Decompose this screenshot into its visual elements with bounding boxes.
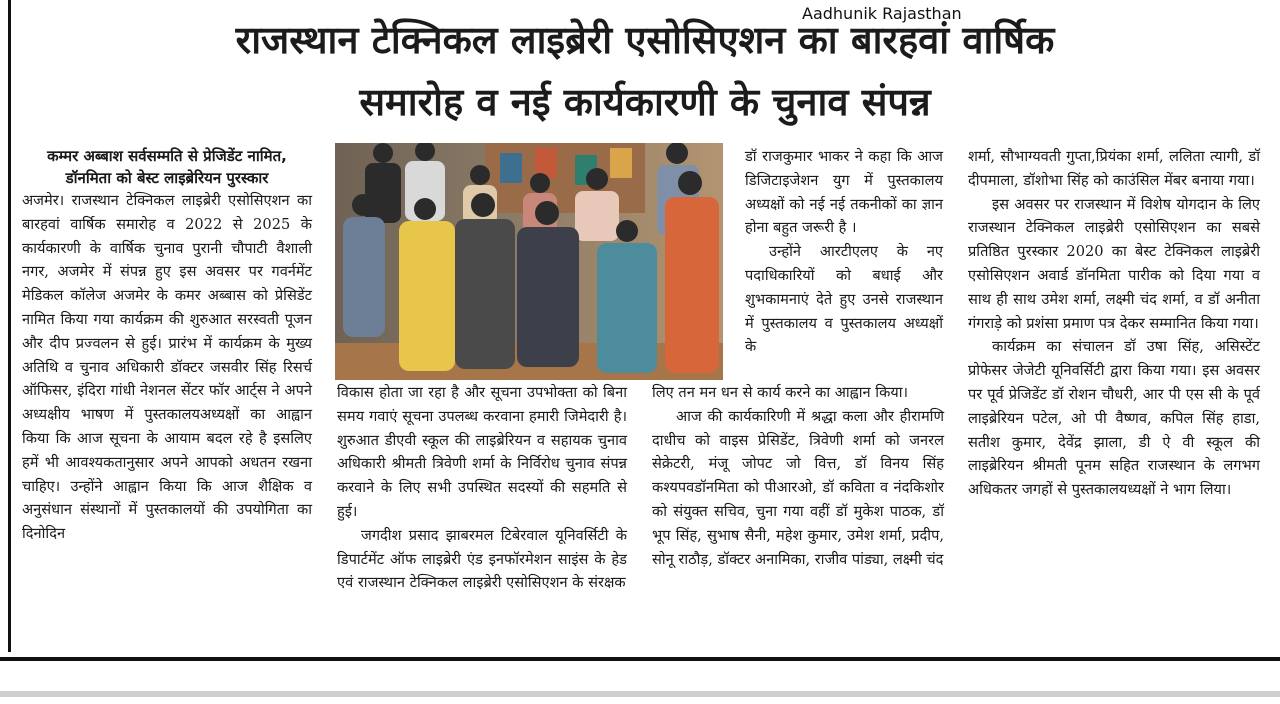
column-4-paragraph-2: इस अवसर पर राजस्थान में विशेष योगदान के लिए राजस्थान टेक्निकल लाइब्रेरी एसोसिएशन का सबसे प्रतिष्ठित पुरस्कार 2020 का बेस्ट टेक्निकल लाइब्रेरी एसोसिएशन अवार्ड डॉनमिता पारीक को दिया गया व साथ ही साथ उमेश शर्मा, लक्ष्मी चंद शर्मा, व डॉ अनीता गंगराड़े को प्रशंसा प्रमाण पत्र देकर सम्मानित किया गया। — [968, 195, 1260, 332]
column-3-paragraph-2: उन्होंने आरटीएलए के नए पदाधिकारियों को बधाई और शुभकामनाएं देते हुए उनसे राजस्थान में पुस्तकालय व पुस्तकालय अध्यक्षों के — [745, 243, 943, 356]
article-column-2 — [337, 381, 627, 595]
group-photo-image — [335, 143, 723, 380]
article-column-3-upper — [745, 145, 943, 359]
article-column-4 — [968, 145, 1260, 502]
subheading: कम्मर अब्बाश सर्वसम्मति से प्रेजिडेंट नामित, डॉनमिता को बेस्ट लाइब्रेरियन पुरस्कार — [47, 147, 287, 187]
column-rule-left — [8, 0, 11, 652]
column-4-paragraph-1: शर्मा, सौभाग्यवती गुप्ता,प्रियंका शर्मा, ललिता त्यागी, डॉ दीपमाला, डॉशोभा सिंह को काउंसिल मेंबर बनाया गया। — [968, 148, 1260, 189]
column-3-paragraph-2-continued: लिए तन मन धन से कार्य करने का आह्वान किया। — [652, 384, 909, 401]
headline-line-2: समारोह व नई कार्यकारणी के चुनाव संपन्न — [359, 80, 931, 124]
column-2-paragraph-2: जगदीश प्रसाद झाबरमल टिबेरवाल यूनिवर्सिटी के डिपार्टमेंट ऑफ लाइब्रेरी एंड इनफॉरमेशन साइंस के हेड एवं राजस्थान टेक्निकल लाइब्रेरी एसोसिएशन के संरक्षक — [337, 526, 627, 592]
column-2-paragraph-1: विकास होता जा रहा है और सूचना उपभोक्ता को बिना समय गवाएं सूचना उपलब्ध करवाना हमारी जिमेदारी है। शुरुआत डीएवी स्कूल की लाइब्रेरियन व सहायक चुनाव अधिकारी श्रीमती त्रिवेणी शर्मा के निर्विरोध चुनाव संपन्न करवाने के लिए सभी उपस्थित सदस्यों की सहमति से हुई। — [337, 384, 627, 520]
event-photo — [335, 143, 723, 380]
headline-line-1: राजस्थान टेक्निकल लाइब्रेरी एसोसिएशन का बारहवां वार्षिक — [235, 18, 1055, 62]
bottom-rule — [0, 657, 1280, 661]
bottom-gray-band — [0, 691, 1280, 697]
article-column-1 — [22, 145, 312, 546]
column-3-paragraph-3: आज की कार्यकारिणी में श्रद्धा कला और हीरामणि दाधीच को वाइस प्रेसिडेंट, त्रिवेणी शर्मा को जनरल सेक्रेटरी, मंजू जोपट जो वित्त, डॉ विनय सिंह कश्यपवडॉनमिता को पीआरओ, डॉ कविता व नंदकिशोर को संयुक्त सचिव, चुना गया वहीं डॉ मुकेश पाठक, डॉ भूप सिंह, सुभाष सैनी, महेश कुमार, उमेश शर्मा, प्रदीप, सोनू राठौड़, डॉक्टर अनामिका, राजीव पांड्या, लक्ष्मी चंद — [652, 407, 944, 568]
column-4-paragraph-3: कार्यक्रम का संचालन डॉ उषा सिंह, असिस्टेंट प्रोफेसर जेजेटी यूनिवर्सिटी द्वारा किया गया। इस अवसर पर पूर्व प्रेजिडेंट डॉ रोशन चौधरी, आर पी एस सी के पूर्व लाइब्रेरियन पटेल, ओ पी वैष्णव, कपिल सिंह हाडा, सतीश कुमार, देवेंद्र झाला, डी ऐ वी स्कूल की लाइब्रेरियन श्रीमती पूनम सहित राजस्थान के लगभग अधिकतर जगहों से पुस्तकालयध्यक्षों ने भाग लिया। — [968, 338, 1260, 499]
source-label: Aadhunik Rajasthan — [802, 4, 962, 23]
column-1-body: अजमेर। राजस्थान टेक्निकल लाइब्रेरी एसोसिएशन का बारहवां वार्षिक समारोह व 2022 से 2025 के कार्यकारणी के वार्षिक चुनाव पुरानी चौपाटी वैशाली नगर, अजमेर में संपन्न हुए इस अवसर पर गवर्नमेंट मेडिकल कॉलेज अजमेर के कमर अब्बास को प्रेसिडेंट नामित किया गया कार्यक्रम की शुरुआत सरस्वती पूजन और दीप प्रज्वलन से हुई। प्रारंभ में कार्यक्रम के मुख्य अतिथि व चुनाव अधिकारी डॉक्टर जसवीर सिंह रिसर्च ऑफिसर, इंदिरा गांधी नेशनल सेंटर फॉर आर्ट्स ने अपने अध्यक्षीय भाषण में पुस्तकालयअध्यक्षों का आह्वान किया कि आज सूचना के आयाम बदल रहे है इसलिए हमें भी आवश्यकतानुसार अपने आपको अधतन रखना चाहिए। उन्होंने आह्वान किया कि आज शैक्षिक व अनुसंधान संस्थानों में पुस्तकालयों की उपयोगिता का दिनोदिन — [22, 192, 312, 543]
column-3-paragraph-1: डॉ राजकुमार भाकर ने कहा कि आज डिजिटाइजेशन युग में पुस्तकालय अध्यक्षों को नई नई तकनीकों का ज्ञान होना बहुत जरूरी है । — [745, 148, 943, 237]
article-column-3-lower — [652, 381, 944, 571]
